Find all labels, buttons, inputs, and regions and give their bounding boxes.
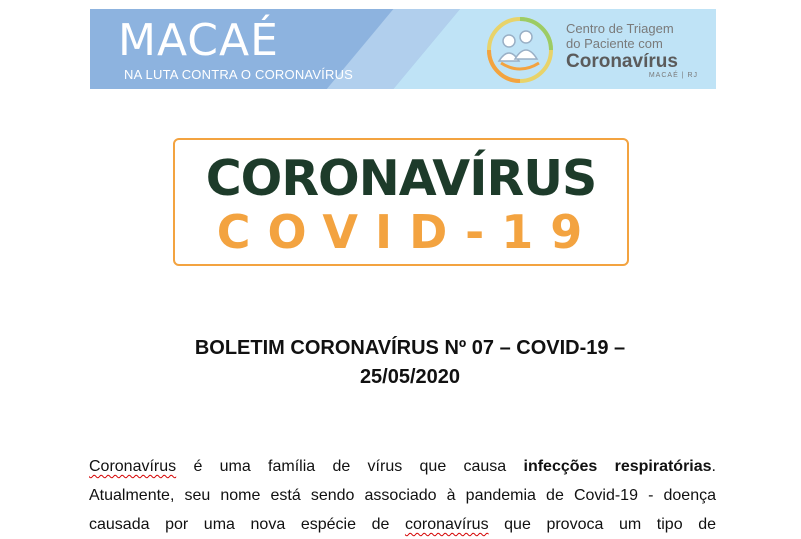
body-line-2: Atualmente, seu nome está sendo associado à pandemia de Covid-19 - doença bbox=[89, 487, 716, 504]
centro-line-2: do Paciente com bbox=[566, 36, 663, 51]
spellcheck-word: coronavírus bbox=[404, 516, 489, 533]
header-banner bbox=[90, 9, 716, 89]
banner-title: MACAÉ bbox=[118, 15, 279, 66]
body-text-segment: . bbox=[711, 458, 716, 475]
spellcheck-word: Coronavírus bbox=[89, 458, 177, 475]
body-text-segment: que provoca um tipo de bbox=[488, 516, 716, 533]
centro-line-4: MACAÉ | RJ bbox=[648, 72, 698, 79]
banner-subtitle: NA LUTA CONTRA O CORONAVÍRUS bbox=[124, 67, 354, 82]
covid-logo-title: CORONAVÍRUS bbox=[205, 150, 597, 207]
centro-line-1: Centro de Triagem bbox=[566, 21, 674, 36]
body-line-1 bbox=[89, 452, 716, 481]
body-text-segment: causada por uma nova espécie de bbox=[89, 516, 405, 533]
bulletin-heading bbox=[140, 334, 680, 392]
triage-center-label bbox=[566, 21, 706, 79]
covid-logo-subtitle: COVID-19 bbox=[216, 205, 600, 259]
body-bold-segment: infecções respiratórias bbox=[523, 458, 712, 475]
triage-center-logo-icon bbox=[485, 15, 555, 85]
body-text-segment: é uma família de vírus que causa bbox=[176, 458, 524, 475]
heading-line-2: 25/05/2020 bbox=[359, 366, 461, 388]
centro-line-3: Coronavírus bbox=[566, 51, 678, 72]
body-paragraph bbox=[89, 452, 716, 539]
covid-logo-box bbox=[173, 138, 629, 266]
heading-line-1: BOLETIM CORONAVÍRUS Nº 07 – COVID-19 – bbox=[194, 337, 626, 359]
